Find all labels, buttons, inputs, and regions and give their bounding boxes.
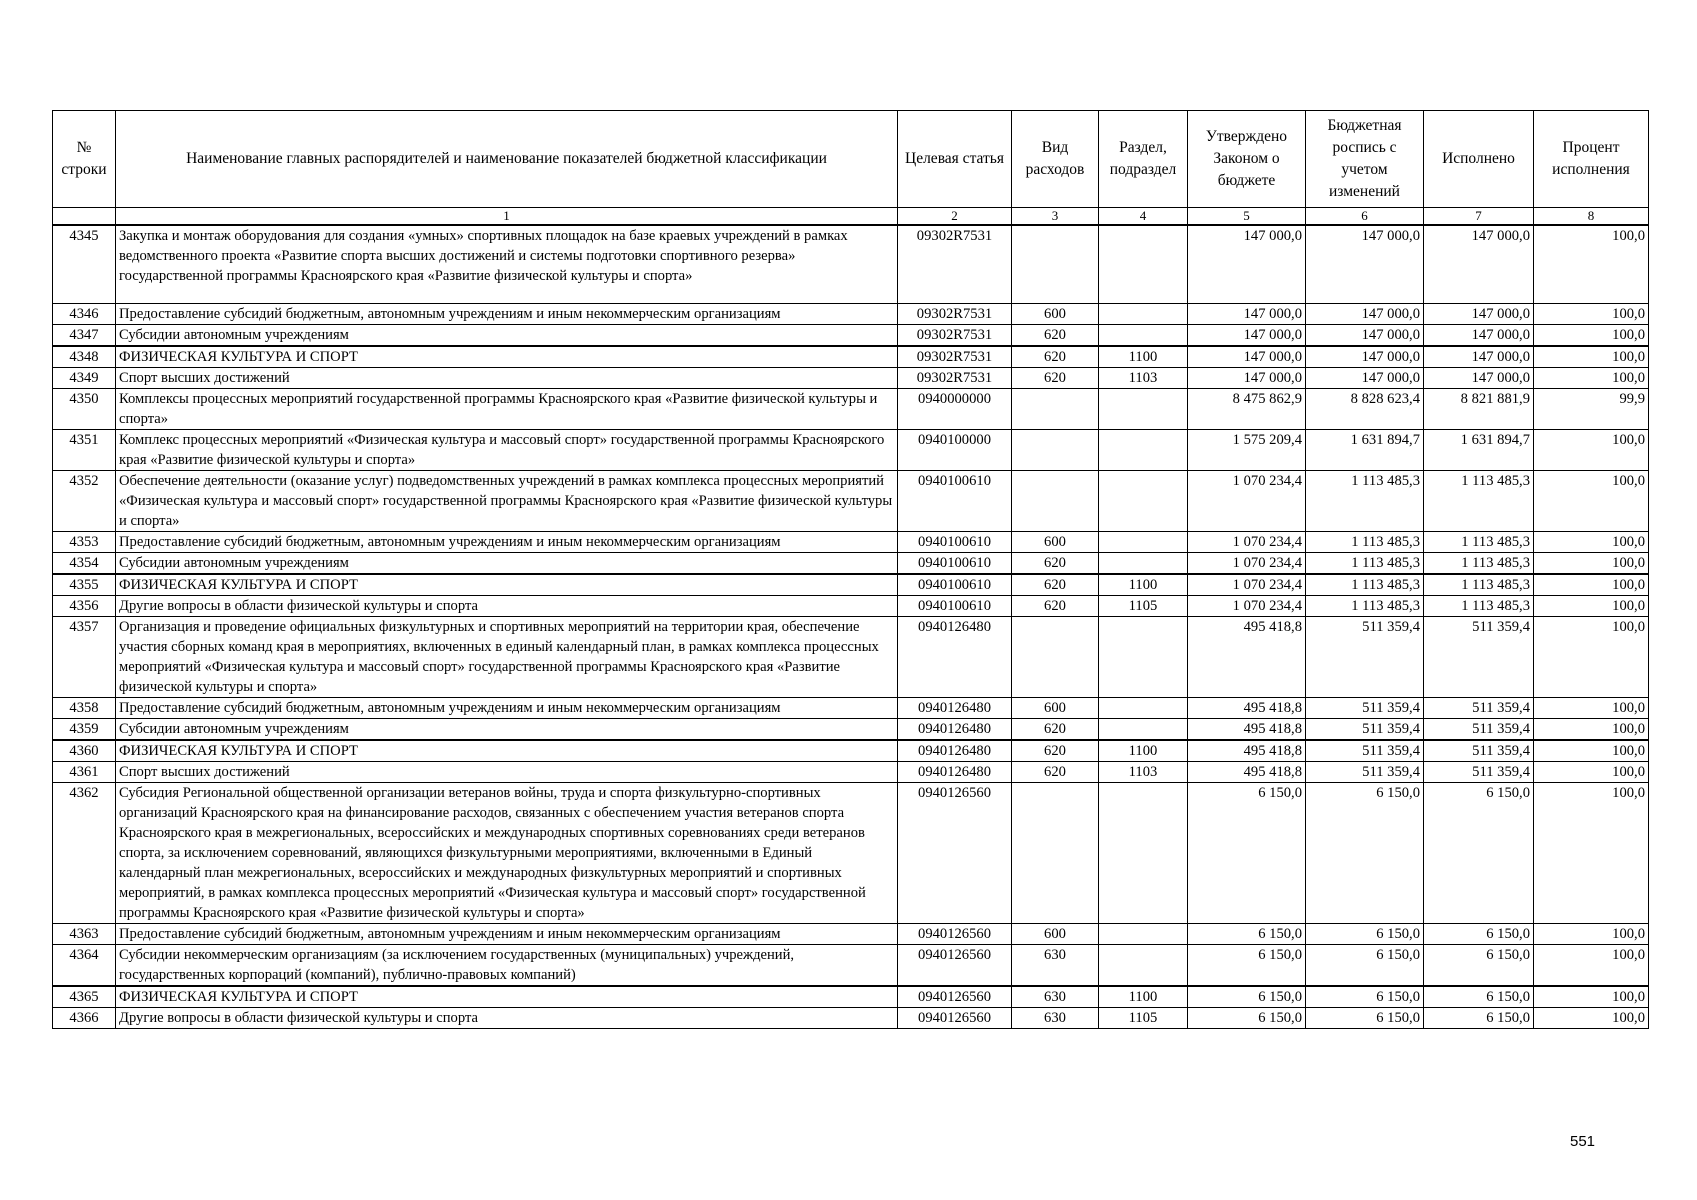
target-article-cell: 0940126480: [898, 761, 1012, 782]
executed-amount-cell: 511 359,4: [1424, 718, 1534, 740]
approved-amount-cell: 1 070 234,4: [1188, 595, 1306, 616]
column-number: 5: [1188, 208, 1306, 226]
approved-amount-cell: 1 070 234,4: [1188, 552, 1306, 574]
budget-schedule-amount-cell: 511 359,4: [1306, 718, 1424, 740]
target-article-cell: 0940126480: [898, 740, 1012, 762]
row-number-cell: 4353: [53, 531, 116, 552]
section-cell: [1099, 923, 1188, 944]
table-row: [53, 718, 1649, 740]
indicator-name-cell: ФИЗИЧЕСКАЯ КУЛЬТУРА И СПОРТ: [116, 346, 898, 368]
budget-schedule-amount-cell: 147 000,0: [1306, 346, 1424, 368]
row-number-cell: 4346: [53, 303, 116, 324]
section-cell: [1099, 303, 1188, 324]
target-article-cell: 0940126560: [898, 986, 1012, 1008]
target-article-cell: 0940126480: [898, 616, 1012, 697]
table-body: [53, 225, 1649, 1028]
expense-type-cell: [1012, 388, 1099, 429]
budget-schedule-amount-cell: 511 359,4: [1306, 761, 1424, 782]
row-number-cell: 4365: [53, 986, 116, 1008]
executed-amount-cell: 1 631 894,7: [1424, 429, 1534, 470]
percent-cell: 100,0: [1534, 303, 1649, 324]
column-number-row: [53, 208, 1649, 226]
percent-cell: 100,0: [1534, 986, 1649, 1008]
approved-amount-cell: 495 418,8: [1188, 761, 1306, 782]
section-cell: 1100: [1099, 346, 1188, 368]
indicator-name-cell: Организация и проведение официальных физкультурных и спортивных мероприятий на территории края, обеспечение участия сборных команд края в мероприятиях, включенных в единый календарный план, в рамках комплекса процессных мероприятий «Физическая культура и массовый спорт» государственной программы Красноярского края «Развитие физической культуры и спорта»: [116, 616, 898, 697]
expense-type-cell: 630: [1012, 944, 1099, 986]
header-approved: Утверждено Законом о бюджете: [1188, 111, 1306, 208]
approved-amount-cell: 495 418,8: [1188, 740, 1306, 762]
percent-cell: 99,9: [1534, 388, 1649, 429]
executed-amount-cell: 6 150,0: [1424, 986, 1534, 1008]
target-article-cell: 09302R7531: [898, 367, 1012, 388]
approved-amount-cell: 495 418,8: [1188, 718, 1306, 740]
budget-schedule-amount-cell: 6 150,0: [1306, 923, 1424, 944]
percent-cell: 100,0: [1534, 531, 1649, 552]
row-number-cell: 4358: [53, 697, 116, 718]
percent-cell: 100,0: [1534, 595, 1649, 616]
percent-cell: 100,0: [1534, 616, 1649, 697]
budget-schedule-amount-cell: 6 150,0: [1306, 782, 1424, 923]
target-article-cell: 09302R7531: [898, 324, 1012, 346]
percent-cell: 100,0: [1534, 346, 1649, 368]
expense-type-cell: 620: [1012, 574, 1099, 596]
section-cell: 1105: [1099, 1007, 1188, 1028]
section-cell: [1099, 470, 1188, 531]
section-cell: [1099, 531, 1188, 552]
budget-schedule-amount-cell: 8 828 623,4: [1306, 388, 1424, 429]
column-number: 4: [1099, 208, 1188, 226]
header-percent: Процент исполнения: [1534, 111, 1649, 208]
percent-cell: 100,0: [1534, 782, 1649, 923]
target-article-cell: 0940100610: [898, 470, 1012, 531]
budget-schedule-amount-cell: 1 113 485,3: [1306, 531, 1424, 552]
target-article-cell: 0940100000: [898, 429, 1012, 470]
percent-cell: 100,0: [1534, 1007, 1649, 1028]
approved-amount-cell: 1 070 234,4: [1188, 470, 1306, 531]
percent-cell: 100,0: [1534, 697, 1649, 718]
section-cell: [1099, 225, 1188, 303]
table-row: [53, 986, 1649, 1008]
table-row: [53, 324, 1649, 346]
executed-amount-cell: 511 359,4: [1424, 616, 1534, 697]
target-article-cell: 0940000000: [898, 388, 1012, 429]
percent-cell: 100,0: [1534, 718, 1649, 740]
expense-type-cell: 620: [1012, 740, 1099, 762]
percent-cell: 100,0: [1534, 470, 1649, 531]
row-number-cell: 4366: [53, 1007, 116, 1028]
header-section: Раздел, подраздел: [1099, 111, 1188, 208]
table-row: [53, 552, 1649, 574]
executed-amount-cell: 1 113 485,3: [1424, 552, 1534, 574]
table-header-row: [53, 111, 1649, 208]
budget-table-wrapper: [52, 110, 1649, 1029]
table-row: [53, 1007, 1649, 1028]
row-number-cell: 4356: [53, 595, 116, 616]
indicator-name-cell: Субсидии автономным учреждениям: [116, 552, 898, 574]
budget-schedule-amount-cell: 1 113 485,3: [1306, 595, 1424, 616]
table-row: [53, 740, 1649, 762]
indicator-name-cell: Субсидия Региональной общественной организации ветеранов войны, труда и спорта физкультурно-спортивных организаций Красноярского края на финансирование расходов, связанных с обеспечением участия ветеранов спорта Красноярского края в межрегиональных, всероссийских и международных спортивных соревнованиях среди ветеранов спорта, за исключением соревнований, являющихся физкультурными мероприятиями, включенными в Единый календарный план межрегиональных, всероссийских и международных физкультурных мероприятий и спортивных мероприятий, в рамках комплекса процессных мероприятий «Физическая культура и массовый спорт» государственной программы Красноярского края «Развитие физической культуры и спорта»: [116, 782, 898, 923]
table-row: [53, 346, 1649, 368]
percent-cell: 100,0: [1534, 367, 1649, 388]
table-row: [53, 367, 1649, 388]
target-article-cell: 0940126480: [898, 718, 1012, 740]
target-article-cell: 0940100610: [898, 595, 1012, 616]
section-cell: 1100: [1099, 740, 1188, 762]
row-number-cell: 4361: [53, 761, 116, 782]
approved-amount-cell: 1 070 234,4: [1188, 531, 1306, 552]
budget-schedule-amount-cell: 511 359,4: [1306, 740, 1424, 762]
expense-type-cell: 620: [1012, 761, 1099, 782]
section-cell: 1100: [1099, 574, 1188, 596]
target-article-cell: 0940126560: [898, 782, 1012, 923]
header-executed: Исполнено: [1424, 111, 1534, 208]
expense-type-cell: 630: [1012, 1007, 1099, 1028]
target-article-cell: 0940126560: [898, 923, 1012, 944]
approved-amount-cell: 6 150,0: [1188, 923, 1306, 944]
approved-amount-cell: 147 000,0: [1188, 225, 1306, 303]
budget-schedule-amount-cell: 1 113 485,3: [1306, 552, 1424, 574]
section-cell: 1103: [1099, 367, 1188, 388]
section-cell: 1103: [1099, 761, 1188, 782]
executed-amount-cell: 147 000,0: [1424, 225, 1534, 303]
header-row-number: № строки: [53, 111, 116, 208]
executed-amount-cell: 147 000,0: [1424, 303, 1534, 324]
percent-cell: 100,0: [1534, 552, 1649, 574]
section-cell: [1099, 552, 1188, 574]
executed-amount-cell: 6 150,0: [1424, 782, 1534, 923]
executed-amount-cell: 147 000,0: [1424, 346, 1534, 368]
table-row: [53, 782, 1649, 923]
budget-schedule-amount-cell: 1 113 485,3: [1306, 574, 1424, 596]
budget-schedule-amount-cell: 147 000,0: [1306, 367, 1424, 388]
table-row: [53, 303, 1649, 324]
approved-amount-cell: 8 475 862,9: [1188, 388, 1306, 429]
row-number-cell: 4349: [53, 367, 116, 388]
table-row: [53, 574, 1649, 596]
target-article-cell: 0940100610: [898, 574, 1012, 596]
column-number: [53, 208, 116, 226]
row-number-cell: 4347: [53, 324, 116, 346]
column-number: 2: [898, 208, 1012, 226]
indicator-name-cell: Субсидии автономным учреждениям: [116, 324, 898, 346]
table-row: [53, 595, 1649, 616]
indicator-name-cell: Субсидии автономным учреждениям: [116, 718, 898, 740]
indicator-name-cell: Предоставление субсидий бюджетным, автономным учреждениям и иным некоммерческим организациям: [116, 303, 898, 324]
row-number-cell: 4357: [53, 616, 116, 697]
target-article-cell: 09302R7531: [898, 303, 1012, 324]
indicator-name-cell: ФИЗИЧЕСКАЯ КУЛЬТУРА И СПОРТ: [116, 740, 898, 762]
indicator-name-cell: ФИЗИЧЕСКАЯ КУЛЬТУРА И СПОРТ: [116, 574, 898, 596]
target-article-cell: 09302R7531: [898, 346, 1012, 368]
executed-amount-cell: 1 113 485,3: [1424, 574, 1534, 596]
section-cell: [1099, 324, 1188, 346]
row-number-cell: 4362: [53, 782, 116, 923]
table-row: [53, 697, 1649, 718]
percent-cell: 100,0: [1534, 574, 1649, 596]
expense-type-cell: 620: [1012, 595, 1099, 616]
executed-amount-cell: 147 000,0: [1424, 324, 1534, 346]
row-number-cell: 4350: [53, 388, 116, 429]
expense-type-cell: [1012, 470, 1099, 531]
approved-amount-cell: 495 418,8: [1188, 697, 1306, 718]
section-cell: [1099, 718, 1188, 740]
indicator-name-cell: Обеспечение деятельности (оказание услуг) подведомственных учреждений в рамках комплекса процессных мероприятий «Физическая культура и массовый спорт» государственной программы Красноярского края «Развитие физической культуры и спорта»: [116, 470, 898, 531]
row-number-cell: 4355: [53, 574, 116, 596]
table-row: [53, 616, 1649, 697]
expense-type-cell: 620: [1012, 718, 1099, 740]
executed-amount-cell: 1 113 485,3: [1424, 595, 1534, 616]
target-article-cell: 09302R7531: [898, 225, 1012, 303]
indicator-name-cell: Другие вопросы в области физической культуры и спорта: [116, 1007, 898, 1028]
target-article-cell: 0940100610: [898, 531, 1012, 552]
row-number-cell: 4352: [53, 470, 116, 531]
column-number: 1: [116, 208, 898, 226]
expense-type-cell: 600: [1012, 531, 1099, 552]
section-cell: [1099, 944, 1188, 986]
table-row: [53, 470, 1649, 531]
approved-amount-cell: 1 575 209,4: [1188, 429, 1306, 470]
percent-cell: 100,0: [1534, 324, 1649, 346]
column-number: 8: [1534, 208, 1649, 226]
section-cell: [1099, 388, 1188, 429]
indicator-name-cell: Закупка и монтаж оборудования для создания «умных» спортивных площадок на базе краевых учреждений в рамках ведомственного проекта «Развитие спорта высших достижений и системы подготовки спортивного резерва» государственной программы Красноярского края «Развитие физической культуры и спорта»: [116, 225, 898, 303]
budget-schedule-amount-cell: 147 000,0: [1306, 225, 1424, 303]
executed-amount-cell: 1 113 485,3: [1424, 531, 1534, 552]
column-number: 3: [1012, 208, 1099, 226]
indicator-name-cell: Предоставление субсидий бюджетным, автономным учреждениям и иным некоммерческим организациям: [116, 531, 898, 552]
budget-schedule-amount-cell: 6 150,0: [1306, 986, 1424, 1008]
header-budget-schedule: Бюджетная роспись с учетом изменений: [1306, 111, 1424, 208]
approved-amount-cell: 6 150,0: [1188, 986, 1306, 1008]
expense-type-cell: 620: [1012, 367, 1099, 388]
row-number-cell: 4363: [53, 923, 116, 944]
percent-cell: 100,0: [1534, 225, 1649, 303]
expense-type-cell: [1012, 429, 1099, 470]
expense-type-cell: 600: [1012, 697, 1099, 718]
table-row: [53, 923, 1649, 944]
budget-schedule-amount-cell: 6 150,0: [1306, 1007, 1424, 1028]
section-cell: [1099, 429, 1188, 470]
percent-cell: 100,0: [1534, 761, 1649, 782]
target-article-cell: 0940126480: [898, 697, 1012, 718]
expense-type-cell: 620: [1012, 346, 1099, 368]
executed-amount-cell: 511 359,4: [1424, 740, 1534, 762]
executed-amount-cell: 1 113 485,3: [1424, 470, 1534, 531]
section-cell: [1099, 782, 1188, 923]
table-row: [53, 225, 1649, 303]
row-number-cell: 4345: [53, 225, 116, 303]
budget-schedule-amount-cell: 6 150,0: [1306, 944, 1424, 986]
budget-schedule-amount-cell: 147 000,0: [1306, 303, 1424, 324]
approved-amount-cell: 6 150,0: [1188, 1007, 1306, 1028]
indicator-name-cell: Комплекс процессных мероприятий «Физическая культура и массовый спорт» государственной программы Красноярского края «Развитие физической культуры и спорта»: [116, 429, 898, 470]
expense-type-cell: 600: [1012, 923, 1099, 944]
header-target-article: Целевая статья: [898, 111, 1012, 208]
indicator-name-cell: Предоставление субсидий бюджетным, автономным учреждениям и иным некоммерческим организациям: [116, 923, 898, 944]
column-number: 6: [1306, 208, 1424, 226]
target-article-cell: 0940126560: [898, 944, 1012, 986]
row-number-cell: 4354: [53, 552, 116, 574]
approved-amount-cell: 6 150,0: [1188, 944, 1306, 986]
row-number-cell: 4359: [53, 718, 116, 740]
table-row: [53, 429, 1649, 470]
percent-cell: 100,0: [1534, 429, 1649, 470]
budget-schedule-amount-cell: 147 000,0: [1306, 324, 1424, 346]
approved-amount-cell: 147 000,0: [1188, 346, 1306, 368]
target-article-cell: 0940100610: [898, 552, 1012, 574]
executed-amount-cell: 6 150,0: [1424, 944, 1534, 986]
approved-amount-cell: 6 150,0: [1188, 782, 1306, 923]
indicator-name-cell: Спорт высших достижений: [116, 367, 898, 388]
expense-type-cell: [1012, 616, 1099, 697]
executed-amount-cell: 147 000,0: [1424, 367, 1534, 388]
table-row: [53, 388, 1649, 429]
row-number-cell: 4360: [53, 740, 116, 762]
expense-type-cell: 620: [1012, 552, 1099, 574]
page-number: 551: [1570, 1133, 1596, 1150]
executed-amount-cell: 6 150,0: [1424, 1007, 1534, 1028]
budget-schedule-amount-cell: 1 631 894,7: [1306, 429, 1424, 470]
row-number-cell: 4348: [53, 346, 116, 368]
expense-type-cell: 630: [1012, 986, 1099, 1008]
approved-amount-cell: 1 070 234,4: [1188, 574, 1306, 596]
section-cell: [1099, 616, 1188, 697]
header-name: Наименование главных распорядителей и наименование показателей бюджетной классификации: [116, 111, 898, 208]
column-number: 7: [1424, 208, 1534, 226]
approved-amount-cell: 147 000,0: [1188, 324, 1306, 346]
section-cell: 1100: [1099, 986, 1188, 1008]
approved-amount-cell: 147 000,0: [1188, 303, 1306, 324]
row-number-cell: 4351: [53, 429, 116, 470]
percent-cell: 100,0: [1534, 740, 1649, 762]
target-article-cell: 0940126560: [898, 1007, 1012, 1028]
indicator-name-cell: Предоставление субсидий бюджетным, автономным учреждениям и иным некоммерческим организациям: [116, 697, 898, 718]
section-cell: [1099, 697, 1188, 718]
approved-amount-cell: 147 000,0: [1188, 367, 1306, 388]
section-cell: 1105: [1099, 595, 1188, 616]
indicator-name-cell: Комплексы процессных мероприятий государственной программы Красноярского края «Развитие физической культуры и спорта»: [116, 388, 898, 429]
indicator-name-cell: Другие вопросы в области физической культуры и спорта: [116, 595, 898, 616]
indicator-name-cell: Субсидии некоммерческим организациям (за исключением государственных (муниципальных) учреждений, государственных корпораций (компаний), публично-правовых компаний): [116, 944, 898, 986]
executed-amount-cell: 511 359,4: [1424, 761, 1534, 782]
percent-cell: 100,0: [1534, 923, 1649, 944]
budget-schedule-amount-cell: 511 359,4: [1306, 616, 1424, 697]
indicator-name-cell: Спорт высших достижений: [116, 761, 898, 782]
row-number-cell: 4364: [53, 944, 116, 986]
expense-type-cell: 600: [1012, 303, 1099, 324]
table-row: [53, 761, 1649, 782]
expense-type-cell: [1012, 782, 1099, 923]
budget-schedule-amount-cell: 511 359,4: [1306, 697, 1424, 718]
indicator-name-cell: ФИЗИЧЕСКАЯ КУЛЬТУРА И СПОРТ: [116, 986, 898, 1008]
header-expense-type: Вид расходов: [1012, 111, 1099, 208]
expense-type-cell: 620: [1012, 324, 1099, 346]
table-row: [53, 944, 1649, 986]
table-row: [53, 531, 1649, 552]
executed-amount-cell: 8 821 881,9: [1424, 388, 1534, 429]
expense-type-cell: [1012, 225, 1099, 303]
percent-cell: 100,0: [1534, 944, 1649, 986]
executed-amount-cell: 511 359,4: [1424, 697, 1534, 718]
budget-execution-table: [52, 110, 1649, 1029]
executed-amount-cell: 6 150,0: [1424, 923, 1534, 944]
budget-schedule-amount-cell: 1 113 485,3: [1306, 470, 1424, 531]
approved-amount-cell: 495 418,8: [1188, 616, 1306, 697]
